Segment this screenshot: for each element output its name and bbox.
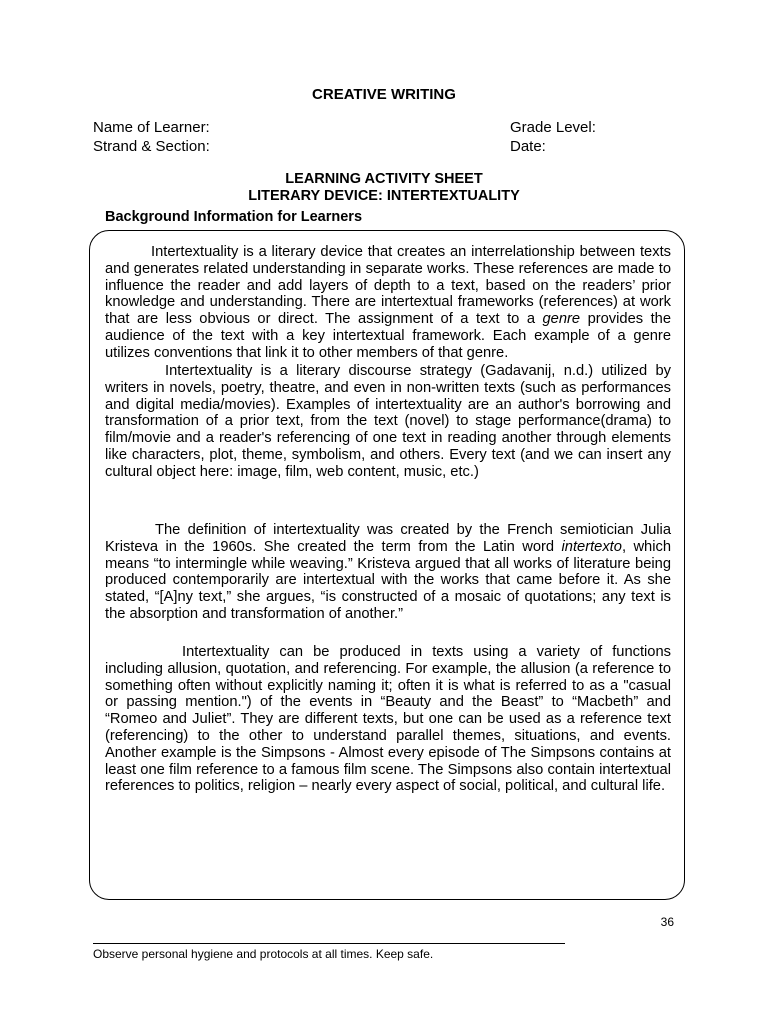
footer-note: Observe personal hygiene and protocols at all times. Keep safe. [93,947,434,961]
grade-level-label: Grade Level: [510,119,596,136]
footer-divider [93,943,565,944]
paragraph-4-text: Intertextuality can be produced in texts using a variety of functions including allusion, quotation, and referencing. For example, the allusion (a reference to something often without explicitly naming it; often it is what is referred to as a "casual or passing mention.") of the events in “Beauty and the Beast” to “Macbeth” and “Romeo and Juliet”. They are different texts, but one can be used as a reference text (referencing) to the other to understand parallel themes, situations, and events. Another example is the Simpsons - Almost every episode of The Simpsons contains at least one film reference to a famous film scene. The Simpsons also contain intertextual references to politics, religion – nearly every aspect of social, political, and cultural life. [105,644,671,795]
paragraph-4 [105,644,671,795]
genre-term: genre [542,311,581,328]
sheet-subtitle: LITERARY DEVICE: INTERTEXTUALITY [248,188,520,204]
background-heading: Background Information for Learners [105,209,363,225]
name-of-learner-label: Name of Learner: [93,119,210,136]
document-title: CREATIVE WRITING [312,86,456,103]
paragraph-1-text-a: Intertextuality is a literary device that creates an interrelationship between texts and generates related understanding in separate works. These references are made to influence the reader and add layers of depth to a text, based on the readers’ prior knowledge and understanding. There are intertextual frameworks (references) at work that are less obvious or direct. The assignment of a text to a [105,244,671,328]
paragraph-1-text-b: provides the audience of the text with a key intertextual framework. Each example of a genre utilizes conventions that link it to other members of that genre. [105,311,671,361]
paragraph-2 [105,363,671,481]
paragraph-1 [105,244,671,362]
strand-section-label: Strand & Section: [93,138,210,155]
paragraph-3-text-a: The definition of intertextuality was created by the French semiotician Julia Kristeva in the 1960s. She created the term from the Latin word [105,522,671,555]
page-number: 36 [660,915,674,929]
paragraph-3 [105,522,671,623]
intertexto-term: intertexto [561,538,622,555]
date-label: Date: [510,138,546,155]
sheet-title: LEARNING ACTIVITY SHEET [285,171,483,187]
paragraph-2-text: Intertextuality is a literary discourse strategy (Gadavanij, n.d.) utilized by writers in novels, poetry, theatre, and even in non-written texts (such as performances and digital media/movies). Examples of intertextuality are an author's borrowing and transformation of a prior text, from the text (novel) to stage performance(drama) to film/movie and a reader's referencing of one text in reading another through elements like characters, plot, theme, symbolism, and others. Every text (and we can insert any cultural object here: image, film, web content, music, etc.) [105,363,671,480]
paragraph-3-text-b: , which means “to intermingle while weaving.” Kristeva argued that all works of literature being produced contemporarily are intertextual with the works that came before it. As she stated, “[A]ny text,” she argues, “is constructed of a mosaic of quotations; any text is the absorption and transformation of another.” [105,538,671,622]
